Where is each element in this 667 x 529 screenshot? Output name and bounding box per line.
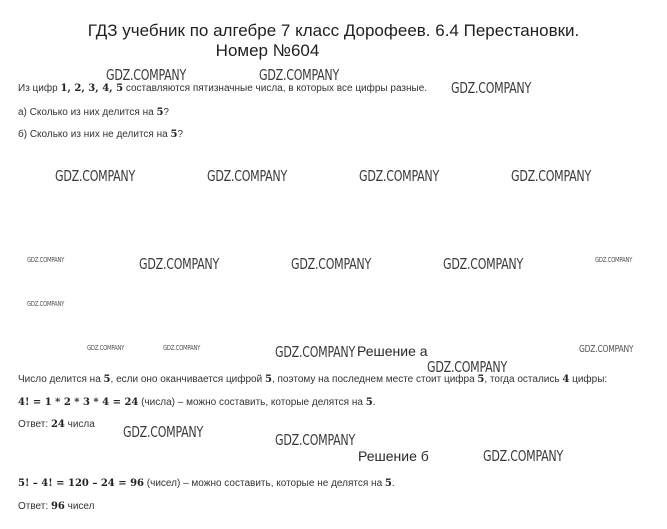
solution-a-line1-text-b: , если оно оканчивается цифрой <box>110 374 265 385</box>
question-b <box>18 129 183 140</box>
watermark: GDZ.COMPANY <box>163 344 201 352</box>
solution-a-answer-unit: числа <box>64 419 95 430</box>
solution-b-line1-num: 5 <box>384 478 392 489</box>
watermark: GDZ.COMPANY <box>359 167 439 185</box>
solution-a-line1-num2: 5 <box>264 374 272 385</box>
solution-b-answer-label: Ответ: <box>18 501 51 512</box>
solution-b-answer <box>18 501 95 512</box>
solution-a-line1-num3: 5 <box>477 374 485 385</box>
solution-a-answer <box>18 419 95 430</box>
solution-a-line2-end: . <box>372 397 376 408</box>
question-a-number: 5 <box>156 107 164 118</box>
solution-a-answer-num: 24 <box>50 419 65 430</box>
watermark: GDZ.COMPANY <box>427 358 507 376</box>
solution-a-line2-num: 5 <box>365 397 373 408</box>
solution-b-formula: 5! – 4! = 120 – 24 = 96 <box>18 478 145 489</box>
watermark: GDZ.COMPANY <box>595 256 633 264</box>
question-b-number: 5 <box>170 129 178 140</box>
watermark: GDZ.COMPANY <box>87 344 125 352</box>
watermark: GDZ.COMPANY <box>27 256 65 264</box>
task-intro-text-a: Из цифр <box>18 83 61 94</box>
watermark: GDZ.COMPANY <box>443 255 523 273</box>
question-b-text: б) Сколько из них не делится на <box>18 129 171 140</box>
watermark: GDZ.COMPANY <box>579 344 634 355</box>
watermark: GDZ.COMPANY <box>511 167 591 185</box>
watermark: GDZ.COMPANY <box>139 255 219 273</box>
solution-b-answer-unit: чисел <box>64 501 95 512</box>
solution-a-line2-text: (числа) – можно составить, которые делятся на <box>138 397 366 408</box>
solution-a-line1-num1: 5 <box>103 374 111 385</box>
solution-a-line1-num4: 4 <box>562 374 570 385</box>
task-intro <box>18 83 427 94</box>
watermark: GDZ.COMPANY <box>27 300 65 308</box>
solution-b-heading: Решение б <box>358 448 429 464</box>
question-b-end: ? <box>177 129 183 140</box>
solution-a-line1 <box>18 374 607 385</box>
question-a <box>18 107 169 118</box>
solution-a-line1-text-a: Число делится на <box>18 374 104 385</box>
watermark: GDZ.COMPANY <box>207 167 287 185</box>
solution-a-formula: 4! = 1 * 2 * 3 * 4 = 24 <box>18 397 139 408</box>
watermark: GDZ.COMPANY <box>451 79 531 97</box>
watermark: GDZ.COMPANY <box>259 66 339 84</box>
watermark: GDZ.COMPANY <box>106 66 186 84</box>
solution-a-heading: Решение а <box>357 343 428 359</box>
solution-a-answer-label: Ответ: <box>18 419 51 430</box>
task-intro-text-b: составляются пятизначные числа, в которых все цифры разные. <box>123 83 428 94</box>
solution-a-line1-text-e: цифры: <box>569 374 608 385</box>
page-title-line2: Номер №604 <box>215 41 320 60</box>
solution-b-answer-num: 96 <box>50 501 65 512</box>
watermark: GDZ.COMPANY <box>55 167 135 185</box>
question-a-text: а) Сколько из них делится на <box>18 107 157 118</box>
page-title-line1: ГДЗ учебник по алгебре 7 класс Дорофеев. 6.4 Перестановки. <box>87 21 580 40</box>
watermark: GDZ.COMPANY <box>275 431 355 449</box>
solution-b-line1-end: . <box>391 478 395 489</box>
watermark: GDZ.COMPANY <box>275 343 355 361</box>
solution-b-line1 <box>18 478 395 489</box>
watermark: GDZ.COMPANY <box>123 423 203 441</box>
watermark: GDZ.COMPANY <box>483 447 563 465</box>
watermark: GDZ.COMPANY <box>291 255 371 273</box>
solution-a-line1-text-c: , поэтому на последнем месте стоит цифра <box>271 374 478 385</box>
solution-a-line2 <box>18 397 375 408</box>
solution-b-line1-text: (чисел) – можно составить, которые не делятся на <box>144 478 385 489</box>
solution-a-line1-text-d: , тогда остались <box>484 374 563 385</box>
task-digits: 1, 2, 3, 4, 5 <box>60 83 124 94</box>
question-a-end: ? <box>163 107 169 118</box>
